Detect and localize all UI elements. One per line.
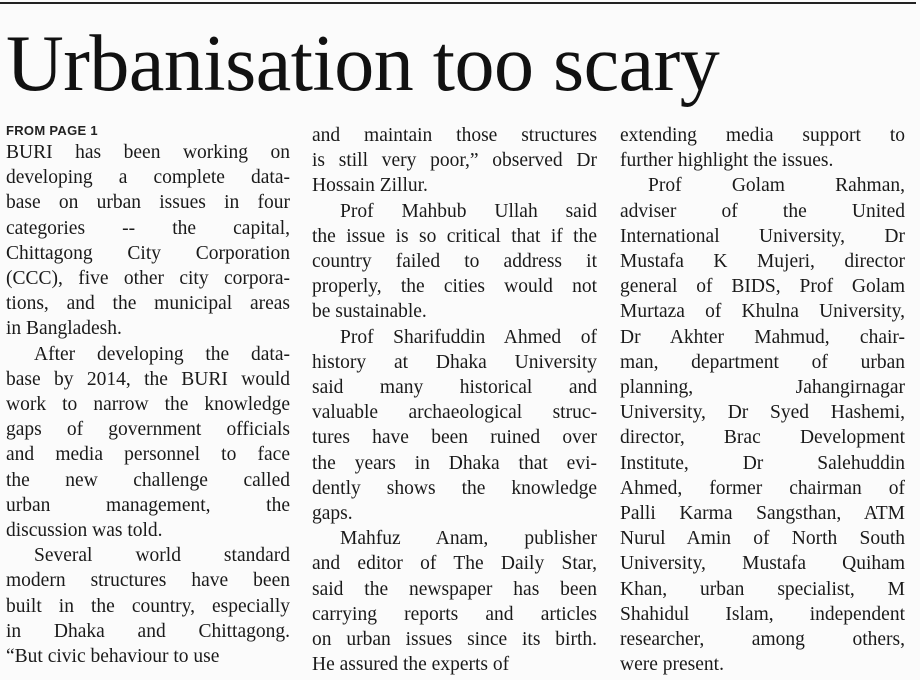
column-1-line: gaps of government officials	[6, 419, 290, 441]
column-2-line: the issue is so critical that if the	[312, 225, 597, 247]
column-1-line: modern structures have been	[6, 570, 290, 592]
column-3-line: Mustafa K Mujeri, director	[620, 251, 905, 273]
column-3-line: Dr Akhter Mahmud, chair-	[620, 326, 905, 348]
column-2-line: Prof Sharifuddin Ahmed of	[340, 326, 597, 348]
column-3-line: University, Mustafa Quiham	[620, 553, 905, 575]
kicker: FROM PAGE 1	[6, 123, 98, 138]
top-rule	[0, 2, 916, 4]
column-2-line: properly, the cities would not	[312, 276, 597, 298]
column-1-line: the new challenge called	[6, 469, 290, 491]
column-2-line: be sustainable.	[312, 301, 427, 323]
column-1-line: “But civic behaviour to use	[6, 646, 220, 668]
column-2-line: is still very poor,” observed Dr	[312, 150, 597, 172]
column-3-line: Ahmed, former chairman of	[620, 477, 905, 499]
column-1-line: BURI has been working on	[6, 142, 290, 163]
column-3-line: Palli Karma Sangsthan, ATM	[620, 503, 905, 525]
column-3-line: were present.	[620, 654, 724, 676]
column-2-line: on urban issues since its birth.	[312, 629, 597, 651]
column-3-line: University, Dr Syed Hashemi,	[620, 402, 905, 424]
column-3-text	[620, 123, 905, 677]
column-3-line: Institute, Dr Salehuddin	[620, 452, 905, 474]
column-3-line: general of BIDS, Prof Golam	[620, 276, 905, 298]
column-3-line: Prof Golam Rahman,	[648, 175, 905, 197]
column-1-line: discussion was told.	[6, 520, 163, 542]
column-2-line: Prof Mahbub Ullah said	[340, 200, 597, 222]
column-1-line: (CCC), five other city corpora-	[6, 268, 290, 290]
column-2-line: tures have been ruined over	[312, 427, 597, 449]
column-2-text	[312, 123, 597, 677]
column-1-line: urban management, the	[6, 494, 290, 516]
column-1-line: Chittagong City Corporation	[6, 242, 290, 264]
column-1-line: developing a complete data-	[6, 167, 290, 189]
column-1-line: in Bangladesh.	[6, 318, 122, 340]
column-2-line: gaps.	[312, 503, 353, 525]
column-1-line: work to narrow the knowledge	[6, 394, 290, 416]
column-3-line: adviser of the United	[620, 200, 905, 222]
column-2-line: country failed to address it	[312, 251, 597, 273]
column-2-line: valuable archaeological struc-	[312, 402, 597, 424]
column-2	[312, 123, 597, 677]
column-3-line: International University, Dr	[620, 225, 905, 247]
column-3	[620, 123, 905, 677]
column-2-line: and editor of The Daily Star,	[312, 553, 597, 575]
column-3-line: Shahidul Islam, independent	[620, 603, 905, 625]
column-1	[6, 122, 290, 669]
column-1-line: After developing the data-	[34, 343, 290, 365]
column-1-text	[6, 140, 290, 669]
column-1-line: built in the country, especially	[6, 595, 290, 617]
column-3-line: extending media support to	[620, 125, 905, 146]
column-3-line: director, Brac Development	[620, 427, 905, 449]
column-1-line: base by 2014, the BURI would	[6, 368, 290, 390]
column-3-line: Murtaza of Khulna University,	[620, 301, 905, 323]
column-3-line: man, department of urban	[620, 351, 905, 373]
column-1-line: tions, and the municipal areas	[6, 293, 290, 315]
column-1-line: categories -- the capital,	[6, 217, 290, 239]
column-1-line: Several world standard	[34, 545, 290, 567]
column-2-line: said the newspaper has been	[312, 578, 597, 600]
column-2-line: He assured the experts of	[312, 654, 510, 676]
column-2-line: carrying reports and articles	[312, 603, 597, 625]
column-3-line: planning, Jahangirnagar	[620, 377, 905, 399]
column-3-line: Khan, urban specialist, M	[620, 578, 905, 600]
column-3-line: researcher, among others,	[620, 629, 905, 651]
column-1-line: and media personnel to face	[6, 444, 290, 466]
column-2-line: the years in Dhaka that evi-	[312, 452, 597, 474]
column-1-line: base on urban issues in four	[6, 192, 290, 214]
column-2-line: history at Dhaka University	[312, 351, 597, 373]
column-2-line: Hossain Zillur.	[312, 175, 428, 197]
column-2-line: Mahfuz Anam, publisher	[340, 528, 597, 550]
column-2-line: and maintain those structures	[312, 125, 597, 146]
column-1-line: in Dhaka and Chittagong.	[6, 620, 290, 642]
column-2-line: dently shows the knowledge	[312, 477, 597, 499]
column-3-line: further highlight the issues.	[620, 150, 834, 172]
headline: Urbanisation too scary	[6, 20, 720, 108]
column-3-line: Nurul Amin of North South	[620, 528, 905, 550]
column-2-line: said many historical and	[312, 377, 597, 399]
